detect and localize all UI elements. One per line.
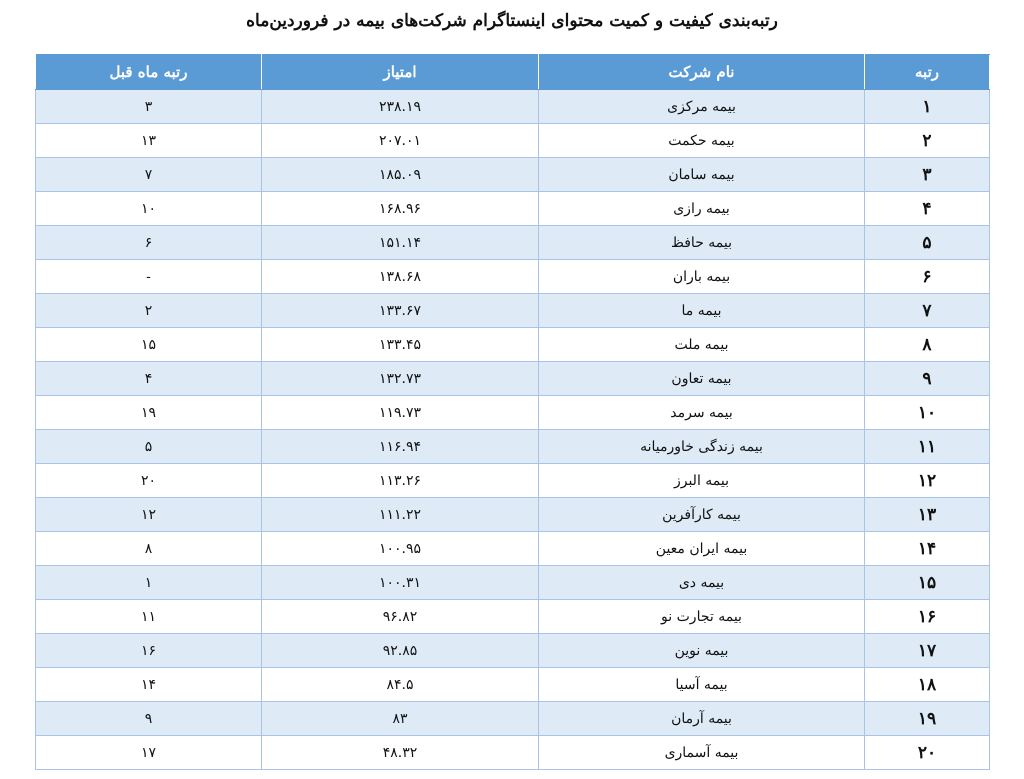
score-cell: ۱۳۳.۶۷ xyxy=(262,294,539,328)
score-cell: ۹۲.۸۵ xyxy=(262,634,539,668)
table-row xyxy=(36,668,990,702)
prev-rank-cell: ۱۶ xyxy=(36,634,262,668)
prev-rank-cell: ۱۹ xyxy=(36,396,262,430)
table-row xyxy=(36,498,990,532)
table-body xyxy=(36,90,990,770)
rank-cell: ۱۴ xyxy=(865,532,990,566)
rank-cell: ۱۷ xyxy=(865,634,990,668)
prev-rank-cell: ۳ xyxy=(36,90,262,124)
company-cell: بیمه تجارت نو xyxy=(539,600,865,634)
score-cell: ۱۳۸.۶۸ xyxy=(262,260,539,294)
rank-cell: ۲۰ xyxy=(865,736,990,770)
table-header-row xyxy=(36,55,990,90)
rank-cell: ۲ xyxy=(865,124,990,158)
company-cell: بیمه رازی xyxy=(539,192,865,226)
score-cell: ۱۱۹.۷۳ xyxy=(262,396,539,430)
header-score: امتیاز xyxy=(262,55,539,90)
company-cell: بیمه باران xyxy=(539,260,865,294)
prev-rank-cell: ۱۰ xyxy=(36,192,262,226)
table-row xyxy=(36,192,990,226)
score-cell: ۸۴.۵ xyxy=(262,668,539,702)
prev-rank-cell: ۵ xyxy=(36,430,262,464)
prev-rank-cell: ۷ xyxy=(36,158,262,192)
company-cell: بیمه دی xyxy=(539,566,865,600)
company-cell: بیمه ملت xyxy=(539,328,865,362)
score-cell: ۱۰۰.۳۱ xyxy=(262,566,539,600)
table-row xyxy=(36,600,990,634)
table-row xyxy=(36,260,990,294)
prev-rank-cell: ۶ xyxy=(36,226,262,260)
table-row xyxy=(36,158,990,192)
table-row xyxy=(36,430,990,464)
company-cell: بیمه سرمد xyxy=(539,396,865,430)
score-cell: ۱۶۸.۹۶ xyxy=(262,192,539,226)
score-cell: ۸۳ xyxy=(262,702,539,736)
score-cell: ۱۸۵.۰۹ xyxy=(262,158,539,192)
company-cell: بیمه سامان xyxy=(539,158,865,192)
prev-rank-cell: ۱۳ xyxy=(36,124,262,158)
table-row xyxy=(36,566,990,600)
score-cell: ۱۱۳.۲۶ xyxy=(262,464,539,498)
prev-rank-cell: ۴ xyxy=(36,362,262,396)
table-row xyxy=(36,328,990,362)
table-row xyxy=(36,396,990,430)
rank-cell: ۱۲ xyxy=(865,464,990,498)
table-row xyxy=(36,736,990,770)
rank-cell: ۱۶ xyxy=(865,600,990,634)
table-row xyxy=(36,294,990,328)
prev-rank-cell: ۲ xyxy=(36,294,262,328)
rank-cell: ۴ xyxy=(865,192,990,226)
rank-cell: ۷ xyxy=(865,294,990,328)
score-cell: ۱۳۳.۴۵ xyxy=(262,328,539,362)
prev-rank-cell: ۱۷ xyxy=(36,736,262,770)
table-row xyxy=(36,90,990,124)
company-cell: بیمه ایران معین xyxy=(539,532,865,566)
rank-cell: ۱۹ xyxy=(865,702,990,736)
rank-cell: ۱ xyxy=(865,90,990,124)
rank-cell: ۵ xyxy=(865,226,990,260)
rank-cell: ۸ xyxy=(865,328,990,362)
prev-rank-cell: ۹ xyxy=(36,702,262,736)
company-cell: بیمه آسیا xyxy=(539,668,865,702)
company-cell: بیمه حافظ xyxy=(539,226,865,260)
prev-rank-cell: ۱۴ xyxy=(36,668,262,702)
prev-rank-cell: ۱۲ xyxy=(36,498,262,532)
table-row xyxy=(36,464,990,498)
company-cell: بیمه زندگی خاورمیانه xyxy=(539,430,865,464)
prev-rank-cell: - xyxy=(36,260,262,294)
table-row xyxy=(36,124,990,158)
prev-rank-cell: ۱۱ xyxy=(36,600,262,634)
rank-cell: ۱۵ xyxy=(865,566,990,600)
rank-cell: ۱۳ xyxy=(865,498,990,532)
prev-rank-cell: ۲۰ xyxy=(36,464,262,498)
score-cell: ۱۱۶.۹۴ xyxy=(262,430,539,464)
table-row xyxy=(36,226,990,260)
score-cell: ۱۰۰.۹۵ xyxy=(262,532,539,566)
company-cell: بیمه حکمت xyxy=(539,124,865,158)
company-cell: بیمه البرز xyxy=(539,464,865,498)
score-cell: ۱۵۱.۱۴ xyxy=(262,226,539,260)
company-cell: بیمه ما xyxy=(539,294,865,328)
score-cell: ۲۰۷.۰۱ xyxy=(262,124,539,158)
company-cell: بیمه مرکزی xyxy=(539,90,865,124)
score-cell: ۴۸.۳۲ xyxy=(262,736,539,770)
rank-cell: ۹ xyxy=(865,362,990,396)
rank-cell: ۱۸ xyxy=(865,668,990,702)
table-row xyxy=(36,634,990,668)
score-cell: ۲۳۸.۱۹ xyxy=(262,90,539,124)
score-cell: ۱۱۱.۲۲ xyxy=(262,498,539,532)
table-row xyxy=(36,702,990,736)
rank-cell: ۶ xyxy=(865,260,990,294)
company-cell: بیمه تعاون xyxy=(539,362,865,396)
company-cell: بیمه کارآفرین xyxy=(539,498,865,532)
rank-cell: ۱۱ xyxy=(865,430,990,464)
header-company: نام شرکت xyxy=(539,55,865,90)
company-cell: بیمه نوین xyxy=(539,634,865,668)
prev-rank-cell: ۱ xyxy=(36,566,262,600)
ranking-table xyxy=(35,54,990,770)
header-rank: رتبه xyxy=(865,55,990,90)
prev-rank-cell: ۸ xyxy=(36,532,262,566)
company-cell: بیمه آسماری xyxy=(539,736,865,770)
table-row xyxy=(36,532,990,566)
table-row xyxy=(36,362,990,396)
page-title: رتبه‌بندی کیفیت و کمیت محتوای اینستاگرام شرکت‌های بیمه در فروردین‌ماه xyxy=(246,11,778,31)
rank-cell: ۳ xyxy=(865,158,990,192)
prev-rank-cell: ۱۵ xyxy=(36,328,262,362)
rank-cell: ۱۰ xyxy=(865,396,990,430)
company-cell: بیمه آرمان xyxy=(539,702,865,736)
header-prev-rank: رتبه ماه قبل xyxy=(36,55,262,90)
score-cell: ۱۳۲.۷۳ xyxy=(262,362,539,396)
score-cell: ۹۶.۸۲ xyxy=(262,600,539,634)
